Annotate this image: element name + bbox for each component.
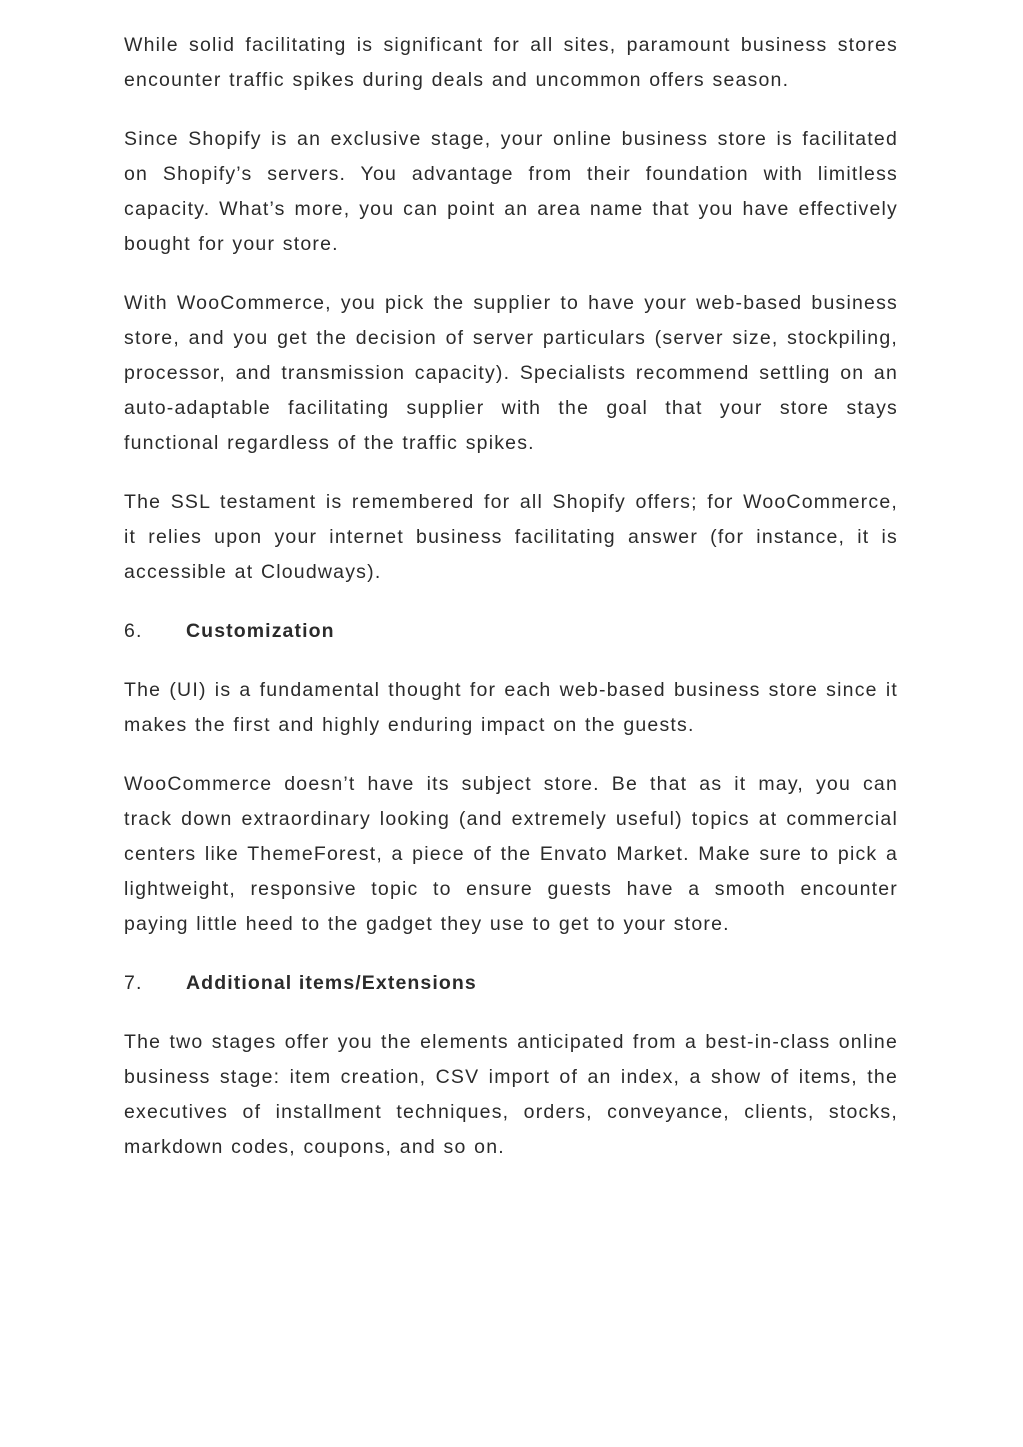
paragraph-hosting-spikes: While solid facilitating is significant for all sites, paramount business stores encounter traffic spikes during deals and uncommon offers season. [124,34,898,91]
document-page [124,28,898,1189]
section-title: Additional items/Extensions [186,972,477,994]
section-number: 7. [124,972,143,994]
paragraph-woocommerce-hosting: With WooCommerce, you pick the supplier to have your web-based business store, and you get the decision of server particulars (server size, stockpiling, processor, and transmission capacity). Specialists recommend settling on an auto-adaptable facilitating supplier with the goal that your store stays functional regardless of the traffic spikes. [124,292,898,454]
section-title: Customization [186,620,335,642]
section-heading-customization [124,614,898,649]
paragraph-woocommerce-themes: WooCommerce doesn’t have its subject store. Be that as it may, you can track down extraordinary looking (and extremely useful) topics at commercial centers like ThemeForest, a piece of the Envato Market. Make sure to pick a lightweight, responsive topic to ensure guests have a smooth encounter paying little heed to the gadget they use to get to your store. [124,773,898,935]
paragraph-ui-importance: The (UI) is a fundamental thought for each web-based business store since it makes the first and highly enduring impact on the guests. [124,679,898,736]
section-heading-extensions [124,966,898,1001]
paragraph-platform-features: The two stages offer you the elements anticipated from a best-in-class online business stage: item creation, CSV import of an index, a show of items, the executives of installment techniques, orders, conveyance, clients, stocks, markdown codes, coupons, and so on. [124,1031,898,1158]
section-number: 6. [124,620,143,642]
paragraph-ssl-certificate: The SSL testament is remembered for all Shopify offers; for WooCommerce, it relies upon your internet business facilitating answer (for instance, it is accessible at Cloudways). [124,491,898,583]
paragraph-shopify-hosting: Since Shopify is an exclusive stage, your online business store is facilitated on Shopify’s servers. You advantage from their foundation with limitless capacity. What’s more, you can point an area name that you have effectively bought for your store. [124,128,898,255]
